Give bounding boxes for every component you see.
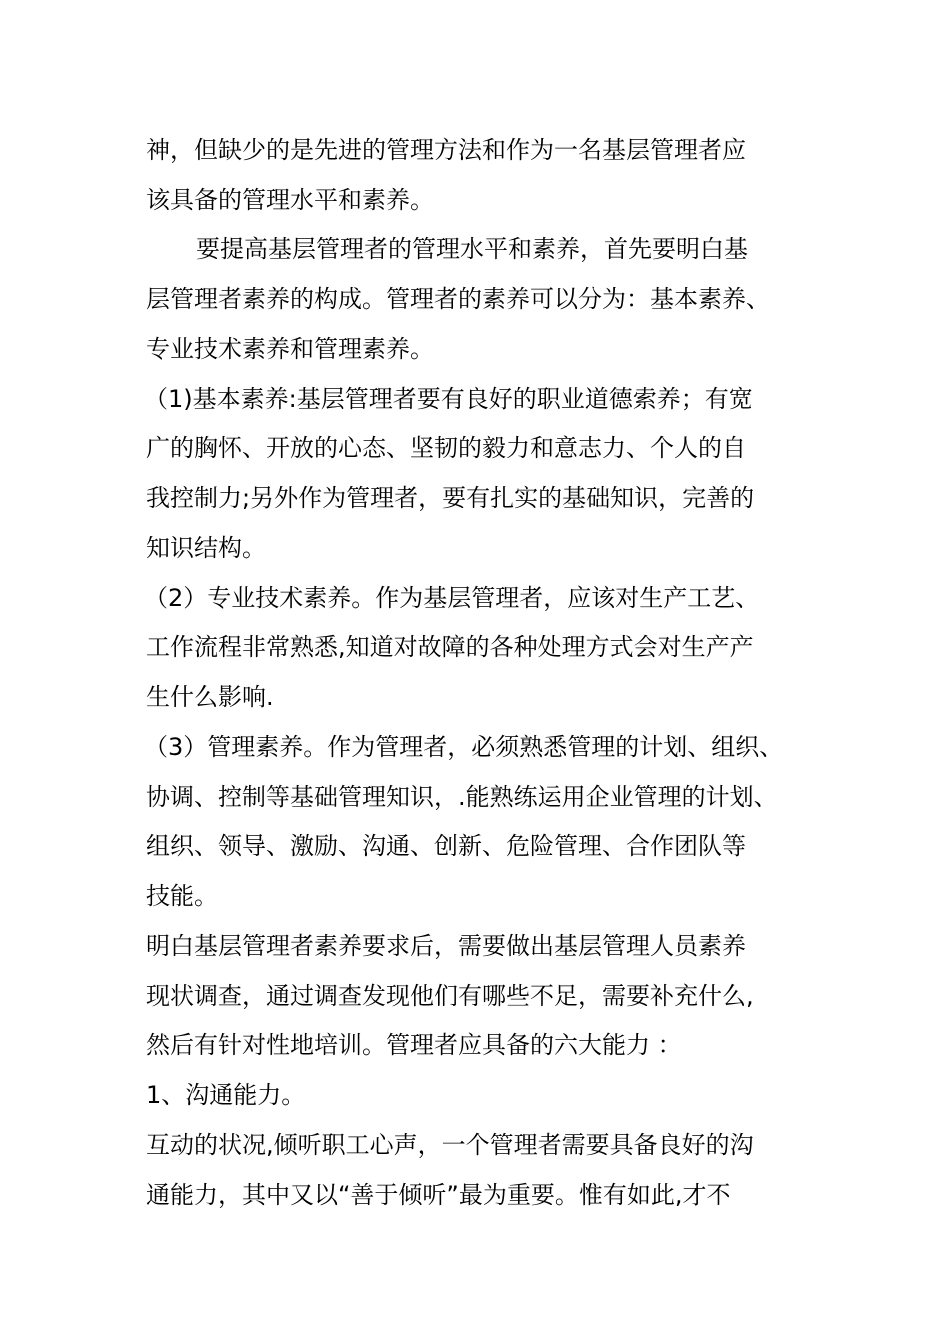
text-line-8: 我控制力;另外作为管理者，要有扎实的基础知识，完善的 (146, 484, 755, 512)
text-line-2: 该具备的管理水平和素养。 (146, 186, 434, 214)
text-line-15: 组织、领导、激励、沟通、创新、危险管理、合作团队等 (146, 832, 746, 860)
text-line-16: 技能。 (146, 882, 218, 910)
text-line-11: 工作流程非常熟悉,知道对故障的各种处理方式会对生产产 (146, 633, 754, 661)
text-line-1: 神，但缺少的是先进的管理方法和作为一名基层管理者应 (146, 136, 746, 164)
text-line-14: 协调、控制等基础管理知识，.能熟练运用企业管理的计划、 (146, 783, 778, 811)
text-line-10: （2）专业技术素养。作为基层管理者，应该对生产工艺、 (144, 584, 760, 612)
text-line-18: 现状调查，通过调查发现他们有哪些不足，需要补充什么, (146, 982, 754, 1010)
text-line-7: 广的胸怀、开放的心态、坚韧的毅力和意志力、个人的自 (146, 434, 746, 462)
text-line-20: 1、沟通能力。 (146, 1081, 306, 1109)
text-line-22: 通能力，其中又以“善于倾听”最为重要。惟有如此,才不 (146, 1181, 731, 1209)
text-line-9: 知识结构。 (146, 534, 266, 562)
text-line-13: （3）管理素养。作为管理者，必须熟悉管理的计划、组织、 (144, 733, 784, 761)
text-line-5: 专业技术素养和管理素养。 (146, 335, 434, 363)
text-line-4: 层管理者素养的构成。管理者的素养可以分为：基本素养、 (146, 285, 770, 313)
text-line-17: 明白基层管理者素养要求后，需要做出基层管理人员素养 (146, 932, 746, 960)
text-line-3: 要提高基层管理者的管理水平和素养，首先要明白基 (196, 235, 748, 263)
text-line-6: （1)基本素养:基层管理者要有良好的职业道德索养；有宽 (144, 385, 753, 413)
text-line-21: 互动的状况,倾听职工心声，一个管理者需要具备良好的沟 (146, 1131, 754, 1159)
text-line-19: 然后有针对性地培训。管理者应具备的六大能力 ： (146, 1031, 682, 1059)
text-line-12: 生什么影响. (146, 683, 274, 711)
